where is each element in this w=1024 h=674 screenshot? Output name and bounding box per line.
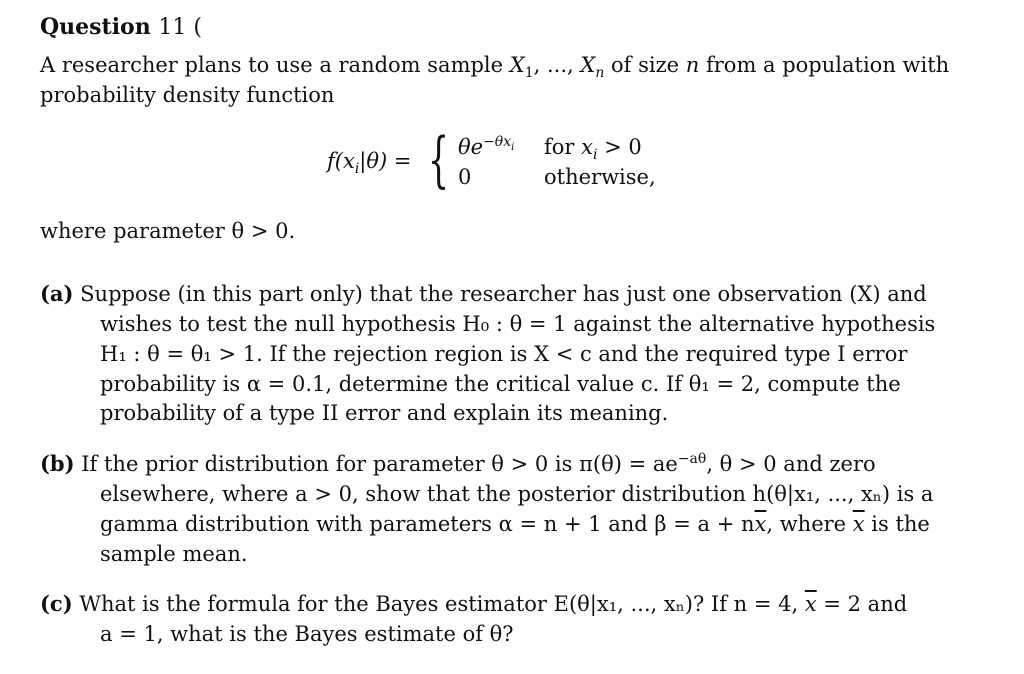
intro-line-1: [40, 52, 950, 82]
intro-sub-1: 1: [524, 65, 534, 82]
pdf-lhs-sub: i: [354, 161, 360, 178]
intro-text-b: , ...,: [533, 53, 581, 77]
pdf-case1-gt0: > 0: [597, 135, 642, 159]
intro-text-a: A researcher plans to use a random sample: [40, 53, 510, 77]
pdf-case1-x: x: [581, 135, 593, 159]
part-b-line-3: [100, 511, 930, 537]
where-line: where parameter θ > 0.: [40, 219, 296, 243]
pdf-case1-value: [458, 134, 514, 160]
part-b-text-1-end: , θ > 0 and zero: [706, 452, 876, 476]
part-a-line-4: probability is α = 0.1, determine the critical value c. If θ₁ = 2, compute the: [100, 372, 901, 396]
pdf-lhs-end: |θ) =: [359, 149, 412, 173]
part-c-label: (c): [40, 591, 73, 616]
intro-var-x1: X: [509, 53, 525, 77]
part-c-text-1a: What is the formula for the Bayes estimator E(θ|x₁, ..., xₙ)? If n = 4,: [79, 592, 805, 616]
pdf-case1-x-sub: i: [592, 147, 598, 164]
part-b-line-2: elsewhere, where a > 0, show that the posterior distribution h(θ|x₁, ..., xₙ) is a: [100, 482, 934, 506]
pdf-brace: {: [428, 125, 450, 195]
intro-text-d: from a population with: [699, 53, 950, 77]
part-c-line-1: [40, 591, 907, 617]
part-b-exp: −aθ: [677, 451, 707, 467]
part-b-xbar-1: $\overline{x}$: [754, 512, 767, 536]
pdf-lhs: [327, 148, 412, 178]
pdf-lhs-f: f(x: [327, 149, 355, 173]
intro-sub-n: n: [595, 65, 605, 82]
pdf-case2-value: 0: [458, 165, 472, 189]
part-b-xbar-2: $\overline{x}$: [852, 512, 865, 536]
question-title: [40, 14, 202, 41]
part-c-xbar: $\overline{x}$: [804, 592, 817, 616]
intro-line-2: probability density function: [40, 83, 335, 107]
pdf-case2-condition: otherwise,: [544, 165, 656, 189]
pdf-case1-condition: [544, 134, 642, 164]
part-a-text-1: Suppose (in this part only) that the researcher has just one observation (X) and: [80, 282, 927, 306]
part-b-line-1: [40, 451, 876, 477]
pdf-case1-exp-sub: i: [511, 141, 515, 153]
part-b-text-3a: gamma distribution with parameters α = n + 1 and β = a + n: [100, 512, 755, 536]
part-b-label: (b): [40, 451, 75, 476]
part-b-text-3b: , where: [766, 512, 853, 536]
pdf-case1-theta-e: θe: [458, 135, 484, 159]
part-b-text-3c: is the: [864, 512, 930, 536]
part-a-line-2: wishes to test the null hypothesis H₀ : θ = 1 against the alternative hypothesis: [100, 312, 936, 336]
part-b-line-4: sample mean.: [100, 542, 248, 566]
part-b-text-1: If the prior distribution for parameter θ > 0 is π(θ) = ae: [81, 452, 678, 476]
question-title-word: Question: [40, 14, 151, 40]
question-number: 11 (: [158, 15, 202, 40]
part-a-line-1: [40, 281, 927, 307]
part-a-line-5: probability of a type II error and explain its meaning.: [100, 401, 669, 425]
intro-text-c: of size: [604, 53, 686, 77]
part-c-line-2: a = 1, what is the Bayes estimate of θ?: [100, 622, 514, 646]
part-c-text-1b: = 2 and: [816, 592, 908, 616]
part-a-label: (a): [40, 281, 74, 306]
intro-var-n: n: [685, 53, 700, 77]
pdf-case1-for: for: [544, 135, 582, 159]
pdf-case1-exp: −θx: [483, 134, 512, 150]
part-a-line-3: H₁ : θ = θ₁ > 1. If the rejection region is X < c and the required type I error: [100, 342, 908, 366]
intro-var-xn: X: [580, 53, 596, 77]
